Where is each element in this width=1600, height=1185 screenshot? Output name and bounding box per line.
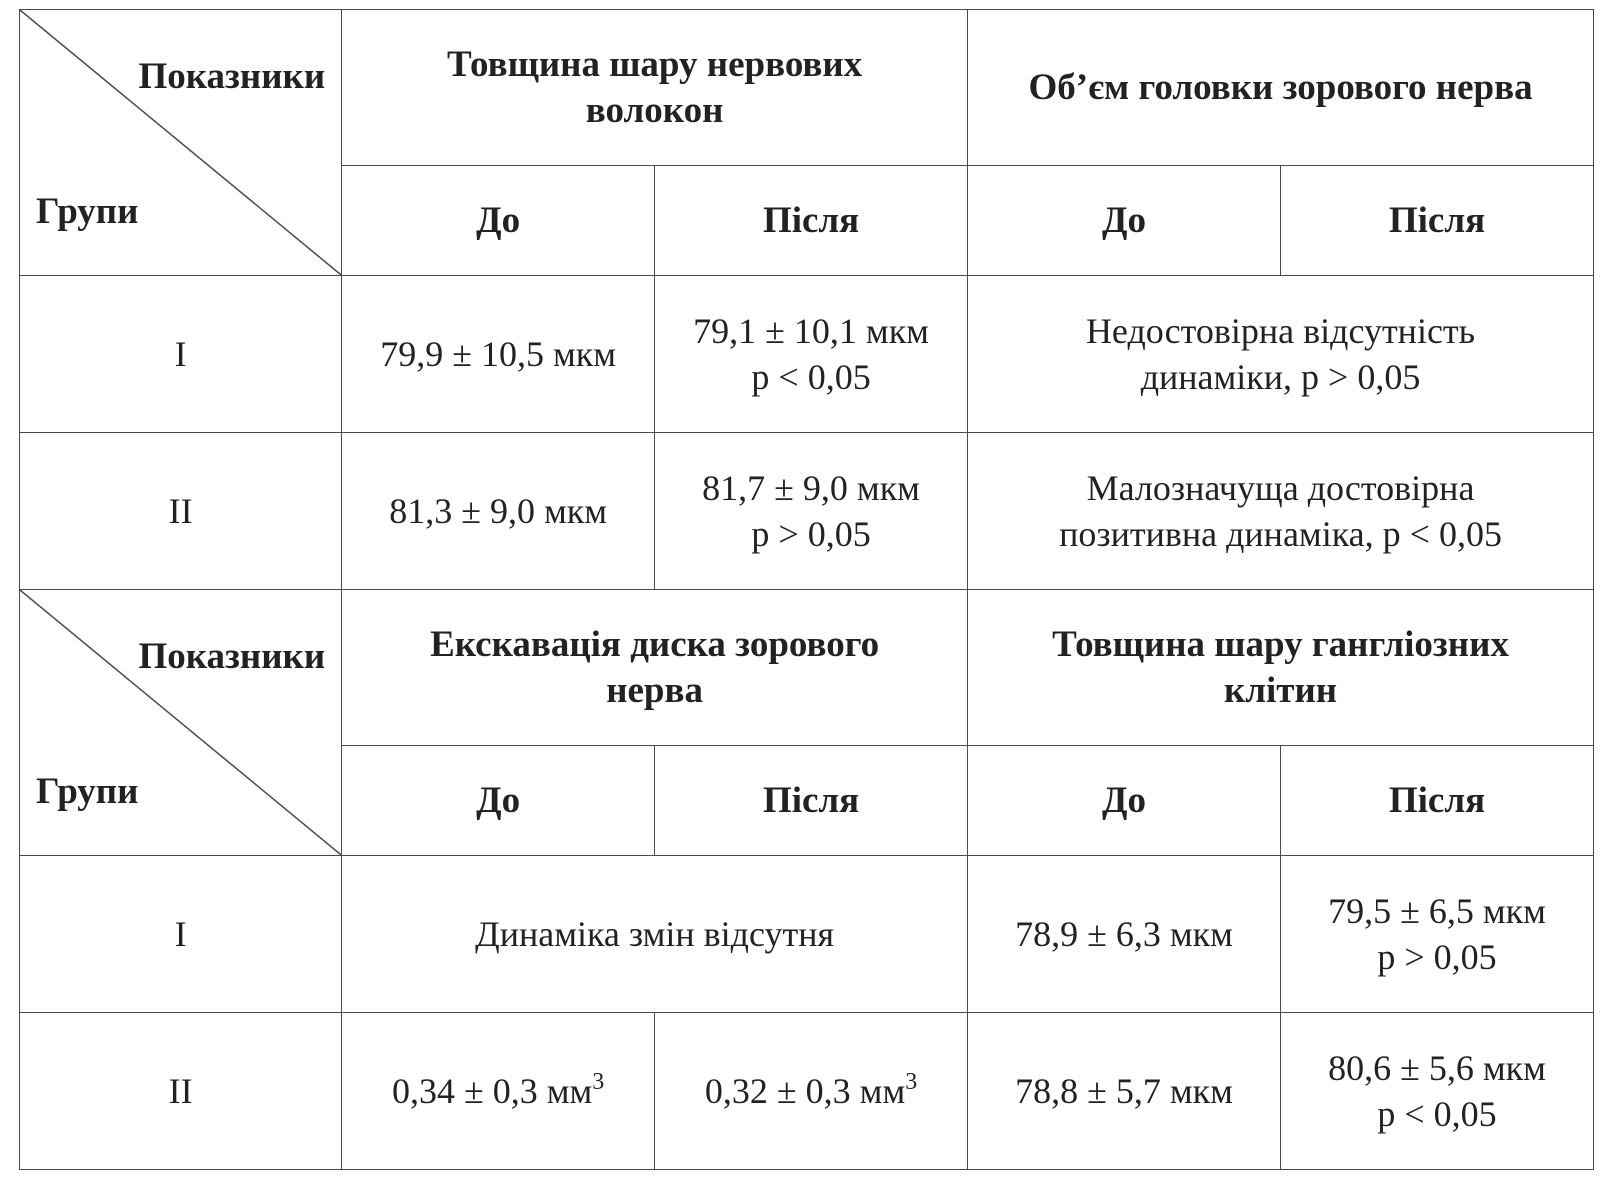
table-row: [20, 856, 1594, 1013]
table-row: [20, 1013, 1594, 1170]
group-cell: I: [20, 276, 342, 433]
value-cell: 78,9 ± 6,3 мкм: [968, 856, 1281, 1013]
diagonal-divider: [20, 10, 341, 275]
subheader-before: До: [968, 166, 1281, 276]
subheader-after: Після: [655, 166, 968, 276]
indicators-label: Показники: [138, 56, 326, 97]
group-cell: I: [20, 856, 342, 1013]
table-row: [20, 433, 1594, 590]
subheader-after: Після: [655, 746, 968, 856]
value-cell: 79,9 ± 10,5 мкм: [342, 276, 655, 433]
groups-label: Групи: [36, 771, 139, 812]
subheader-before: До: [342, 166, 655, 276]
header-row-top: [20, 10, 1594, 166]
value-cell: 79,1 ± 10,1 мкм p < 0,05: [655, 276, 968, 433]
header-optic-disc-excavation: Екскавація диска зорового нерва: [342, 590, 968, 746]
header-nerve-fiber-thickness: Товщина шару нервових волокон: [342, 10, 968, 166]
group-cell: II: [20, 1013, 342, 1170]
value-cell: Динаміка змін відсутня: [342, 856, 968, 1013]
results-table: [19, 9, 1594, 1170]
subheader-after: Після: [1280, 746, 1593, 856]
value-cell: 0,32 ± 0,3 $мм^3$: [655, 1013, 968, 1170]
value-cell: 81,7 ± 9,0 мкм p > 0,05: [655, 433, 968, 590]
header-optic-nerve-head-volume: Об’єм головки зорового нерва: [968, 10, 1594, 166]
value-cell: 80,6 ± 5,6 мкм p < 0,05: [1280, 1013, 1593, 1170]
value-cell: 78,8 ± 5,7 мкм: [968, 1013, 1281, 1170]
value-cell: 0,34 ± 0,3 $мм^3$: [342, 1013, 655, 1170]
subheader-before: До: [968, 746, 1281, 856]
corner-cell-bottom: [20, 590, 342, 856]
value-cell: Малозначуща достовірна позитивна динаміка, p < 0,05: [968, 433, 1594, 590]
value-cell: 81,3 ± 9,0 мкм: [342, 433, 655, 590]
table-row: [20, 276, 1594, 433]
value-cell: Недостовірна відсутність динаміки, p > 0,05: [968, 276, 1594, 433]
value-cell: 79,5 ± 6,5 мкм p > 0,05: [1280, 856, 1593, 1013]
diagonal-divider: [20, 590, 341, 855]
groups-label: Групи: [36, 191, 139, 232]
header-row-bottom: [20, 590, 1594, 746]
corner-cell-top: [20, 10, 342, 276]
group-cell: II: [20, 433, 342, 590]
subheader-before: До: [342, 746, 655, 856]
subheader-after: Після: [1280, 166, 1593, 276]
indicators-label: Показники: [138, 636, 326, 677]
header-ganglion-cell-thickness: Товщина шару гангліозних клітин: [968, 590, 1594, 746]
